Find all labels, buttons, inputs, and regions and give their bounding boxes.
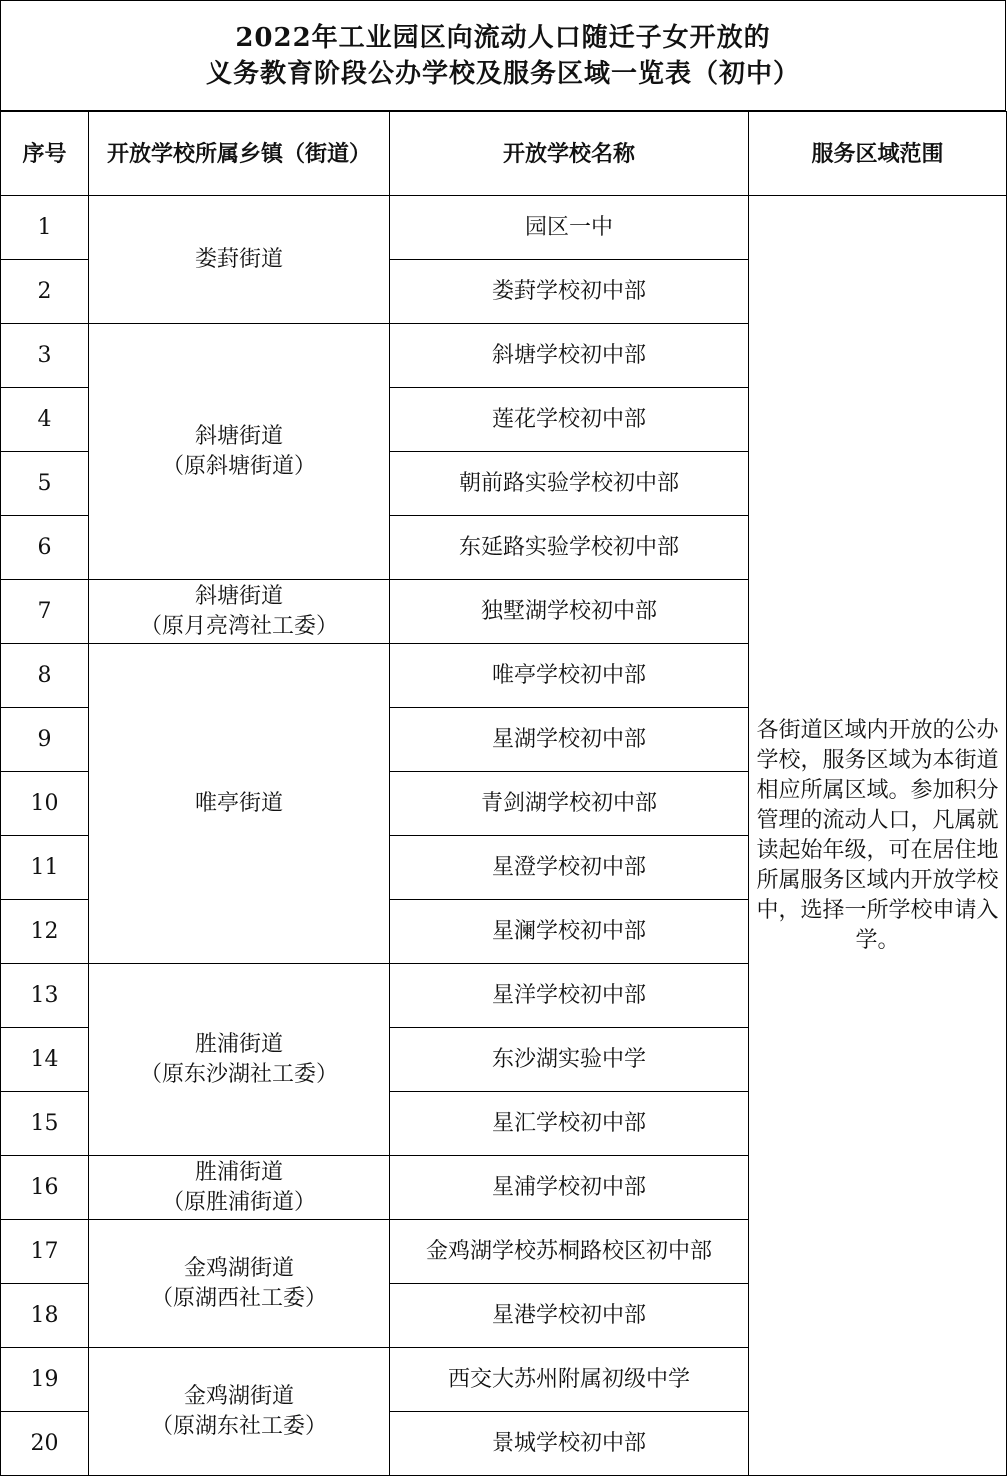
row-number: 15 <box>1 1092 89 1156</box>
row-number: 17 <box>1 1220 89 1284</box>
school-name: 金鸡湖学校苏桐路校区初中部 <box>390 1220 749 1284</box>
school-name: 景城学校初中部 <box>390 1412 749 1476</box>
school-name: 娄葑学校初中部 <box>390 260 749 324</box>
town-subname: （原湖西社工委） <box>150 1285 327 1311</box>
school-name: 星港学校初中部 <box>390 1284 749 1348</box>
town-cell <box>89 1220 390 1348</box>
school-name: 斜塘学校初中部 <box>390 324 749 388</box>
row-number: 14 <box>1 1028 89 1092</box>
school-name: 星浦学校初中部 <box>390 1156 749 1220</box>
school-name: 星洋学校初中部 <box>390 964 749 1028</box>
town-name: 斜塘街道 <box>194 583 283 609</box>
town-name: 唯亭街道 <box>194 790 283 816</box>
school-name: 唯亭学校初中部 <box>390 644 749 708</box>
town-name: 金鸡湖街道 <box>183 1383 294 1409</box>
row-number: 5 <box>1 452 89 516</box>
school-name: 星澜学校初中部 <box>390 900 749 964</box>
school-name: 园区一中 <box>390 196 749 260</box>
row-number: 11 <box>1 836 89 900</box>
header-no: 序号 <box>1 112 89 196</box>
header-area: 服务区域范围 <box>749 112 1007 196</box>
school-name: 青剑湖学校初中部 <box>390 772 749 836</box>
row-number: 19 <box>1 1348 89 1412</box>
town-subname: （原胜浦街道） <box>161 1189 316 1215</box>
service-area-text: 各街道区域内开放的公办学校，服务区域为本街道相应所属区域。参加积分管理的流动人口，凡属就读起始年级，可在居住地所属服务区域内开放学校中，选择一所学校申请入学。 <box>749 196 1007 1476</box>
header-school: 开放学校名称 <box>390 112 749 196</box>
school-name: 西交大苏州附属初级中学 <box>390 1348 749 1412</box>
school-name: 星澄学校初中部 <box>390 836 749 900</box>
school-name: 东沙湖实验中学 <box>390 1028 749 1092</box>
town-cell <box>89 580 390 644</box>
school-table <box>0 111 1007 1476</box>
school-name: 星湖学校初中部 <box>390 708 749 772</box>
row-number: 12 <box>1 900 89 964</box>
town-cell <box>89 324 390 580</box>
row-number: 10 <box>1 772 89 836</box>
town-name: 金鸡湖街道 <box>183 1255 294 1281</box>
town-cell <box>89 644 390 964</box>
town-cell <box>89 1348 390 1476</box>
row-number: 3 <box>1 324 89 388</box>
school-name: 星汇学校初中部 <box>390 1092 749 1156</box>
document-title <box>0 0 1006 111</box>
row-number: 13 <box>1 964 89 1028</box>
row-number: 6 <box>1 516 89 580</box>
row-number: 18 <box>1 1284 89 1348</box>
school-name: 朝前路实验学校初中部 <box>390 452 749 516</box>
row-number: 7 <box>1 580 89 644</box>
row-number: 4 <box>1 388 89 452</box>
town-cell <box>89 1156 390 1220</box>
row-number: 2 <box>1 260 89 324</box>
header-town: 开放学校所属乡镇（街道） <box>89 112 390 196</box>
town-subname: （原东沙湖社工委） <box>139 1061 338 1087</box>
town-name: 胜浦街道 <box>194 1031 283 1057</box>
row-number: 1 <box>1 196 89 260</box>
row-number: 9 <box>1 708 89 772</box>
row-number: 20 <box>1 1412 89 1476</box>
school-name: 东延路实验学校初中部 <box>390 516 749 580</box>
town-name: 胜浦街道 <box>194 1159 283 1185</box>
title-line-1: 2022年工业园区向流动人口随迁子女开放的 <box>235 22 771 53</box>
town-name: 斜塘街道 <box>194 423 283 449</box>
school-name: 莲花学校初中部 <box>390 388 749 452</box>
table-header-row <box>1 112 1007 196</box>
town-cell <box>89 196 390 324</box>
town-name: 娄葑街道 <box>194 246 283 272</box>
row-number: 8 <box>1 644 89 708</box>
title-line-2: 义务教育阶段公办学校及服务区域一览表（初中） <box>205 58 800 89</box>
town-subname: （原月亮湾社工委） <box>139 613 338 639</box>
row-number: 16 <box>1 1156 89 1220</box>
table-row <box>1 196 1007 260</box>
school-name: 独墅湖学校初中部 <box>390 580 749 644</box>
town-subname: （原湖东社工委） <box>150 1413 327 1439</box>
town-subname: （原斜塘街道） <box>161 453 316 479</box>
town-cell <box>89 964 390 1156</box>
